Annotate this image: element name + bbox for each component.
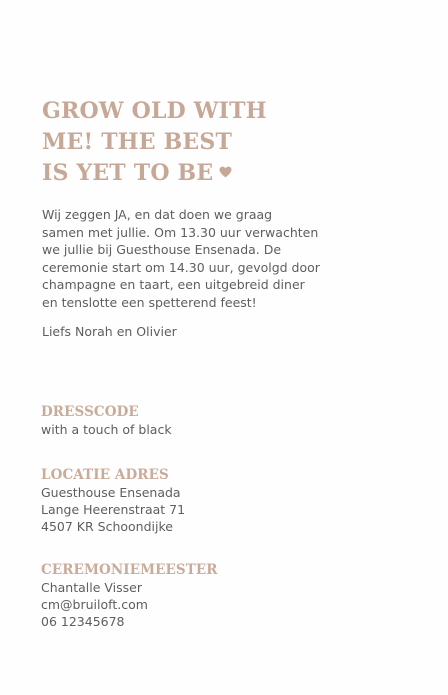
headline-line-2: ME! THE BEST [42,129,233,155]
host-section [41,562,381,630]
headline-line-3 [42,158,362,189]
location-section [41,467,381,535]
heart-icon [219,166,232,178]
location-venue: Guesthouse Ensenada [41,485,181,500]
dresscode-section [41,404,381,438]
headline-line-1: GROW OLD WITH [42,98,267,124]
location-city: 4507 KR Schoondijke [41,519,173,534]
intro-line: ceremonie start om 14.30 uur, gevolgd door [42,259,320,275]
headline [42,96,362,189]
dresscode-value: with a touch of black [41,422,172,437]
intro-line: we jullie bij Guesthouse Ensenada. De [42,242,282,257]
host-title: CEREMONIEMEESTER [41,562,218,578]
location-title: LOCATIE ADRES [41,467,169,483]
intro-line: Wij zeggen JA, en dat doen we graag [42,207,273,222]
host-phone: 06 12345678 [41,614,125,629]
signature: Liefs Norah en Olivier [42,324,177,339]
host-email: cm@bruiloft.com [41,597,148,612]
intro-line: samen met jullie. Om 13.30 uur verwachten [42,224,319,240]
headline-line-3-text: IS YET TO BE [42,160,214,186]
intro-line: en tenslotte een spetterend feest! [42,294,257,310]
dresscode-title: DRESSCODE [41,404,139,420]
intro-line: champagne en taart, een uitgebreid diner [42,277,305,292]
intro-text [42,206,362,311]
host-name: Chantalle Visser [41,580,143,595]
location-street: Lange Heerenstraat 71 [41,502,186,517]
